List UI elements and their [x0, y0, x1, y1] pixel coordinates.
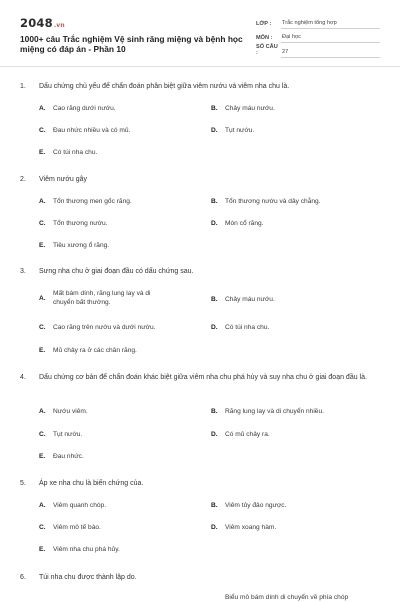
- option-letter: C.: [39, 524, 46, 531]
- option-text: Mòn cổ răng.: [225, 220, 264, 227]
- meta-row-lop: [256, 14, 380, 29]
- option-c[interactable]: [39, 323, 194, 332]
- option-letter: B.: [211, 198, 218, 205]
- option-text: Tổn thương nướu.: [53, 220, 108, 227]
- meta-label-mon: MÔN :: [256, 35, 273, 41]
- option-c[interactable]: [39, 430, 194, 439]
- question-5: [20, 479, 380, 553]
- option-text: Tụt nướu.: [53, 431, 83, 438]
- option-e[interactable]: [39, 241, 194, 250]
- option-letter: C.: [39, 324, 46, 331]
- option-text: Đau nhức nhiều và có mủ.: [53, 127, 131, 134]
- site-logo[interactable]: [20, 16, 65, 30]
- option-letter: D.: [211, 524, 218, 531]
- option-d[interactable]: [211, 126, 376, 135]
- option-a[interactable]: [39, 197, 194, 206]
- option-letter: E.: [39, 149, 46, 156]
- option-text: Tổn thương men gốc răng.: [53, 198, 132, 205]
- meta-label-lop: LỚP :: [256, 20, 272, 27]
- option-text: Tiêu xương ổ răng.: [53, 242, 110, 249]
- option-text: Viêm quanh chóp.: [53, 502, 107, 509]
- option-letter: E.: [39, 347, 46, 354]
- meta-label-socau: SỐ CÂU :: [256, 43, 278, 56]
- meta-row-socau: [256, 43, 380, 58]
- option-text: Răng lung lay và di chuyển nhiều.: [225, 408, 324, 415]
- option-text: Tụt nướu.: [225, 127, 255, 134]
- question-text: [20, 175, 380, 185]
- meta-value-socau: 27: [281, 49, 380, 58]
- option-e[interactable]: [39, 346, 194, 355]
- option-letter: E.: [39, 453, 46, 460]
- option-letter: E.: [39, 242, 46, 249]
- option-letter: E.: [39, 546, 46, 553]
- option-b[interactable]: [211, 501, 376, 510]
- document-title: 1000+ câu Trắc nghiệm Vệ sinh răng miệng và bệnh học miệng có đáp án - Phần 10: [20, 34, 243, 55]
- option-letter: A.: [39, 502, 46, 509]
- option-text: Mất bám dính, răng lung lay và di chuyển bất thường.: [53, 290, 151, 306]
- question-text: [20, 479, 380, 489]
- option-c[interactable]: [39, 126, 194, 135]
- option-text: Chảy máu nướu.: [225, 296, 275, 303]
- option-b[interactable]: [211, 295, 376, 304]
- option-text: Cao răng trên nướu và dưới nướu.: [53, 324, 156, 331]
- option-letter: D.: [211, 431, 218, 438]
- option-text: Có túi nha chu.: [225, 324, 270, 331]
- document-header: [20, 14, 380, 62]
- option-text: Tổn thương nướu và dây chằng.: [225, 198, 321, 205]
- option-e[interactable]: [39, 452, 194, 461]
- option-text: Chảy máu nướu.: [225, 105, 275, 112]
- option-letter: D.: [211, 324, 218, 331]
- option-letter: A.: [39, 408, 46, 415]
- option-text: Mủ chảy ra ở các chân răng.: [53, 347, 137, 354]
- question-body: Dấu chứng chủ yếu để chẩn đoán phân biệt giữa viêm nướu và viêm nha chu là.: [39, 83, 290, 90]
- question-number: 4.: [20, 374, 26, 381]
- option-letter: B.: [211, 408, 218, 415]
- question-body: Dấu chứng cơ bản để chẩn đoán khác biệt giữa viêm nha chu phá hủy và suy nha chu ở giai đoạn đầu là.: [39, 374, 367, 381]
- question-text: [20, 267, 380, 277]
- question-body: Sưng nha chu ở giai đoạn đầu có dấu chứng sau.: [39, 268, 194, 275]
- question-1: [20, 82, 380, 156]
- option-text: Có túi nha chu.: [53, 149, 98, 156]
- question-4: [20, 373, 380, 460]
- question-body: Viêm nướu gây: [39, 176, 88, 183]
- option-b[interactable]: [211, 407, 376, 416]
- question-number: 3.: [20, 268, 26, 275]
- option-letter: A.: [39, 294, 46, 302]
- option-d[interactable]: [211, 323, 376, 332]
- option-e[interactable]: [39, 148, 194, 157]
- option-b[interactable]: [211, 104, 376, 113]
- option-letter: D.: [211, 220, 218, 227]
- option-text: Nướu viêm.: [53, 408, 88, 415]
- question-number: 6.: [20, 574, 26, 581]
- option-text: Viêm tủy đảo ngược.: [225, 502, 287, 509]
- option-text: Viêm nha chu phá hủy.: [53, 546, 120, 553]
- logo-main: 2048: [20, 16, 53, 30]
- question-number: 1.: [20, 83, 26, 90]
- option-a[interactable]: [39, 407, 194, 416]
- option-letter: B.: [211, 296, 218, 303]
- question-body: Áp xe nha chu là biến chứng của.: [39, 480, 144, 487]
- question-6: [20, 573, 380, 601]
- question-text: [20, 82, 380, 92]
- question-3: [20, 267, 380, 354]
- option-letter: A.: [39, 198, 46, 205]
- option-letter: C.: [39, 220, 46, 227]
- option-letter: A.: [39, 105, 46, 112]
- option-a[interactable]: [39, 104, 194, 113]
- meta-value-lop: Trắc nghiệm tổng hợp: [281, 20, 380, 29]
- option-d[interactable]: [211, 219, 376, 228]
- meta-row-mon: [256, 29, 380, 44]
- logo-suffix: .vn: [53, 22, 65, 29]
- question-2: [20, 175, 380, 249]
- option-partial[interactable]: [225, 593, 375, 602]
- option-a[interactable]: [39, 289, 194, 307]
- option-e[interactable]: [39, 545, 194, 554]
- option-text: Biểu mô bám dính di chuyển về phía chóp: [225, 594, 349, 601]
- option-d[interactable]: [211, 523, 376, 532]
- question-body: Túi nha chu được thành lập do.: [39, 574, 137, 581]
- question-text: [20, 373, 380, 383]
- option-letter: D.: [211, 127, 218, 134]
- option-text: Viêm xoang hàm.: [225, 524, 277, 531]
- option-a[interactable]: [39, 501, 194, 510]
- option-letter: C.: [39, 127, 46, 134]
- question-text: [20, 573, 380, 583]
- option-text: Viêm mô tế bào.: [53, 524, 101, 531]
- document-meta: [256, 14, 380, 58]
- meta-value-mon: Đại học: [281, 34, 380, 43]
- option-text: Đau nhức.: [53, 453, 84, 460]
- option-text: Có mủ chảy ra.: [225, 431, 270, 438]
- header-divider: [0, 66, 400, 67]
- option-d[interactable]: [211, 430, 376, 439]
- option-c[interactable]: [39, 219, 194, 228]
- option-letter: B.: [211, 502, 218, 509]
- option-text: Cao răng dưới nướu.: [53, 105, 116, 112]
- option-b[interactable]: [211, 197, 376, 206]
- option-letter: C.: [39, 431, 46, 438]
- option-letter: B.: [211, 105, 218, 112]
- question-number: 2.: [20, 176, 26, 183]
- question-number: 5.: [20, 480, 26, 487]
- option-c[interactable]: [39, 523, 194, 532]
